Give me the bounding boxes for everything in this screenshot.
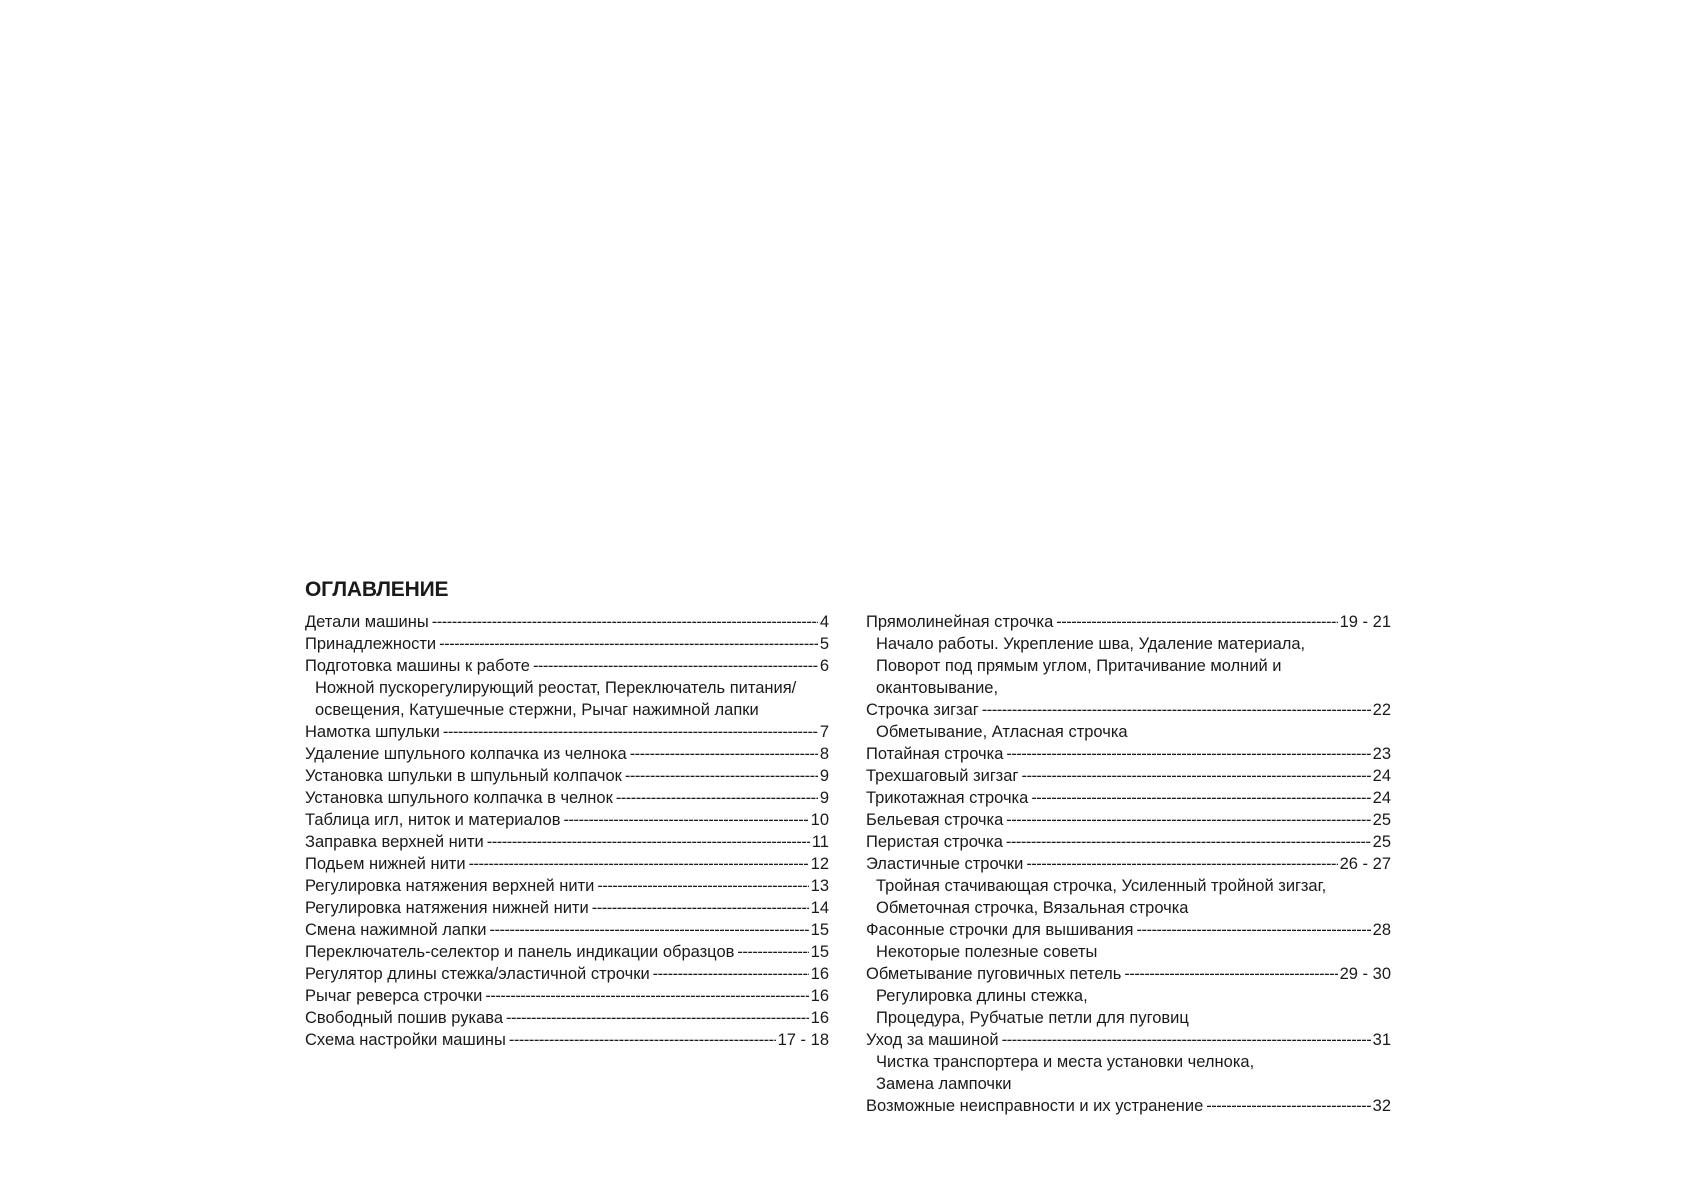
toc-page-number: 5 xyxy=(819,635,829,653)
toc-entry xyxy=(305,809,829,831)
dot-leader xyxy=(439,633,818,655)
toc-page-number: 17 - 18 xyxy=(777,1031,829,1049)
toc-entry-title: Перистая строчка xyxy=(866,833,1003,851)
toc-page-number: 24 xyxy=(1372,789,1391,807)
toc-page-number: 23 xyxy=(1372,745,1391,763)
toc-page-number: 29 - 30 xyxy=(1339,965,1391,983)
dot-leader xyxy=(1136,919,1370,941)
toc-entry-title: Схема настройки машины xyxy=(305,1031,506,1049)
toc-left-column xyxy=(305,611,829,1051)
toc-entry xyxy=(866,699,1391,721)
toc-entry-title: Обметывание пуговичных петель xyxy=(866,965,1122,983)
toc-entry xyxy=(866,787,1391,809)
toc-page-number: 10 xyxy=(810,811,829,829)
toc-entry-title: Регулировка натяжения нижней нити xyxy=(305,899,589,917)
toc-entry-title: Трехшаговый зигзаг xyxy=(866,767,1019,785)
dot-leader xyxy=(485,985,808,1007)
toc-page-number: 24 xyxy=(1372,767,1391,785)
toc-entry-title: Фасонные строчки для вышивания xyxy=(866,921,1134,939)
dot-leader xyxy=(597,875,808,897)
dot-leader xyxy=(1124,963,1337,985)
toc-entry-title: Рычаг реверса строчки xyxy=(305,987,483,1005)
toc-entry-title: Трикотажная строчка xyxy=(866,789,1029,807)
toc-entry xyxy=(866,1095,1391,1117)
toc-entry xyxy=(866,765,1391,787)
toc-page-number: 7 xyxy=(819,723,829,741)
toc-subentry: Тройная стачивающая строчка, Усиленный тройной зигзаг, xyxy=(876,877,1327,895)
toc-page-number: 9 xyxy=(819,767,829,785)
toc-page-number: 19 - 21 xyxy=(1339,613,1391,631)
toc-entry xyxy=(866,809,1391,831)
toc-page-number: 16 xyxy=(810,1009,829,1027)
toc-page-number: 32 xyxy=(1372,1097,1391,1115)
toc-entry xyxy=(305,919,829,941)
toc-page-number: 31 xyxy=(1372,1031,1391,1049)
dot-leader xyxy=(630,743,818,765)
toc-subentry: окантовывание, xyxy=(876,679,999,697)
dot-leader xyxy=(1056,611,1337,633)
toc-entry xyxy=(305,611,829,633)
toc-page-number: 26 - 27 xyxy=(1339,855,1391,873)
dot-leader xyxy=(509,1029,776,1051)
toc-page-number: 25 xyxy=(1372,833,1391,851)
toc-entry-title: Эластичные строчки xyxy=(866,855,1024,873)
toc-entry xyxy=(305,655,829,677)
toc-entry-title: Возможные неисправности и их устранение xyxy=(866,1097,1204,1115)
toc-entry xyxy=(305,897,829,919)
toc-entry xyxy=(866,743,1391,765)
toc-entry-title: Таблица игл, ниток и материалов xyxy=(305,811,561,829)
toc-subentry: Обметочная строчка, Вязальная строчка xyxy=(876,899,1189,917)
toc-entry xyxy=(866,853,1391,875)
dot-leader xyxy=(1006,831,1371,853)
dot-leader xyxy=(432,611,818,633)
toc-right-column xyxy=(866,611,1391,1117)
dot-leader xyxy=(489,919,808,941)
dot-leader xyxy=(1026,853,1337,875)
dot-leader xyxy=(1006,809,1370,831)
toc-page-number: 16 xyxy=(810,987,829,1005)
toc-entry xyxy=(305,743,829,765)
dot-leader xyxy=(487,831,810,853)
toc-entry-title: Установка шпульного колпачка в челнок xyxy=(305,789,613,807)
toc-entry-title: Детали машины xyxy=(305,613,429,631)
toc-entry xyxy=(305,853,829,875)
toc-entry xyxy=(305,1007,829,1029)
toc-page-number: 15 xyxy=(810,943,829,961)
dot-leader xyxy=(737,941,808,963)
toc-page-number: 11 xyxy=(811,833,829,851)
page-title: ОГЛАВЛЕНИЕ xyxy=(305,578,449,601)
toc-entry-title: Потайная строчка xyxy=(866,745,1004,763)
dot-leader xyxy=(625,765,818,787)
toc-page-number: 12 xyxy=(810,855,829,873)
toc-subentry: Ножной пускорегулирующий реостат, Переключатель питания/ xyxy=(315,679,797,697)
toc-subentry: Начало работы. Укрепление шва, Удаление материала, xyxy=(876,635,1306,653)
toc-entry-title: Установка шпульки в шпульный колпачок xyxy=(305,767,622,785)
toc-subentry: Обметывание, Атласная строчка xyxy=(876,723,1128,741)
toc-page-number: 14 xyxy=(810,899,829,917)
toc-entry xyxy=(305,633,829,655)
dot-leader xyxy=(592,897,809,919)
toc-entry xyxy=(866,1029,1391,1051)
toc-entry xyxy=(305,941,829,963)
toc-entry-title: Переключатель-селектор и панель индикации образцов xyxy=(305,943,735,961)
toc-entry-title: Намотка шпульки xyxy=(305,723,440,741)
toc-entry xyxy=(305,765,829,787)
toc-entry-title: Подьем нижней нити xyxy=(305,855,466,873)
toc-entry-title: Удаление шпульного колпачка из челнока xyxy=(305,745,627,763)
toc-page-number: 9 xyxy=(819,789,829,807)
dot-leader xyxy=(469,853,809,875)
toc-entry xyxy=(866,919,1391,941)
dot-leader xyxy=(1031,787,1370,809)
toc-page-number: 4 xyxy=(819,613,829,631)
dot-leader xyxy=(653,963,809,985)
toc-entry-title: Строчка зигзаг xyxy=(866,701,979,719)
toc-entry xyxy=(866,831,1391,853)
toc-subentry: Поворот под прямым углом, Притачивание молний и xyxy=(876,657,1282,675)
toc-page-number: 13 xyxy=(810,877,829,895)
toc-subentry: Регулировка длины стежка, xyxy=(876,987,1088,1005)
toc-entry-title: Принадлежности xyxy=(305,635,437,653)
toc-page-number: 16 xyxy=(810,965,829,983)
dot-leader xyxy=(506,1007,809,1029)
dot-leader xyxy=(1002,1029,1371,1051)
toc-entry-title: Смена нажимной лапки xyxy=(305,921,487,939)
toc-entry xyxy=(305,787,829,809)
toc-entry-title: Прямолинейная строчка xyxy=(866,613,1054,631)
toc-page-number: 25 xyxy=(1372,811,1391,829)
toc-entry-title: Регулятор длины стежка/эластичной строчки xyxy=(305,965,650,983)
toc-entry xyxy=(305,985,829,1007)
toc-entry xyxy=(866,963,1391,985)
toc-entry-title: Уход за машиной xyxy=(866,1031,999,1049)
toc-subentry: Некоторые полезные советы xyxy=(876,943,1098,961)
toc-page-number: 6 xyxy=(819,657,829,675)
dot-leader xyxy=(563,809,808,831)
toc-entry-title: Заправка верхней нити xyxy=(305,833,484,851)
toc-page-number: 28 xyxy=(1372,921,1391,939)
dot-leader xyxy=(533,655,818,677)
toc-entry xyxy=(305,963,829,985)
dot-leader xyxy=(1206,1095,1370,1117)
toc-entry-title: Бельевая строчка xyxy=(866,811,1004,829)
toc-entry-title: Регулировка натяжения верхней нити xyxy=(305,877,595,895)
dot-leader xyxy=(616,787,818,809)
toc-entry-title: Подготовка машины к работе xyxy=(305,657,530,675)
dot-leader xyxy=(982,699,1371,721)
toc-page-number: 22 xyxy=(1372,701,1391,719)
toc-entry xyxy=(866,611,1391,633)
toc-entry xyxy=(305,875,829,897)
toc-subentry: освещения, Катушечные стержни, Рычаг нажимной лапки xyxy=(315,701,759,719)
toc-entry xyxy=(305,831,829,853)
toc-entry xyxy=(305,721,829,743)
dot-leader xyxy=(1006,743,1370,765)
dot-leader xyxy=(1021,765,1370,787)
toc-subentry: Замена лампочки xyxy=(876,1075,1012,1093)
toc-entry-title: Свободный пошив рукава xyxy=(305,1009,504,1027)
toc-entry xyxy=(305,1029,829,1051)
toc-subentry: Процедура, Рубчатые петли для пуговиц xyxy=(876,1009,1189,1027)
dot-leader xyxy=(443,721,818,743)
toc-page-number: 8 xyxy=(819,745,829,763)
toc-subentry: Чистка транспортера и места установки челнока, xyxy=(876,1053,1255,1071)
toc-page-number: 15 xyxy=(810,921,829,939)
